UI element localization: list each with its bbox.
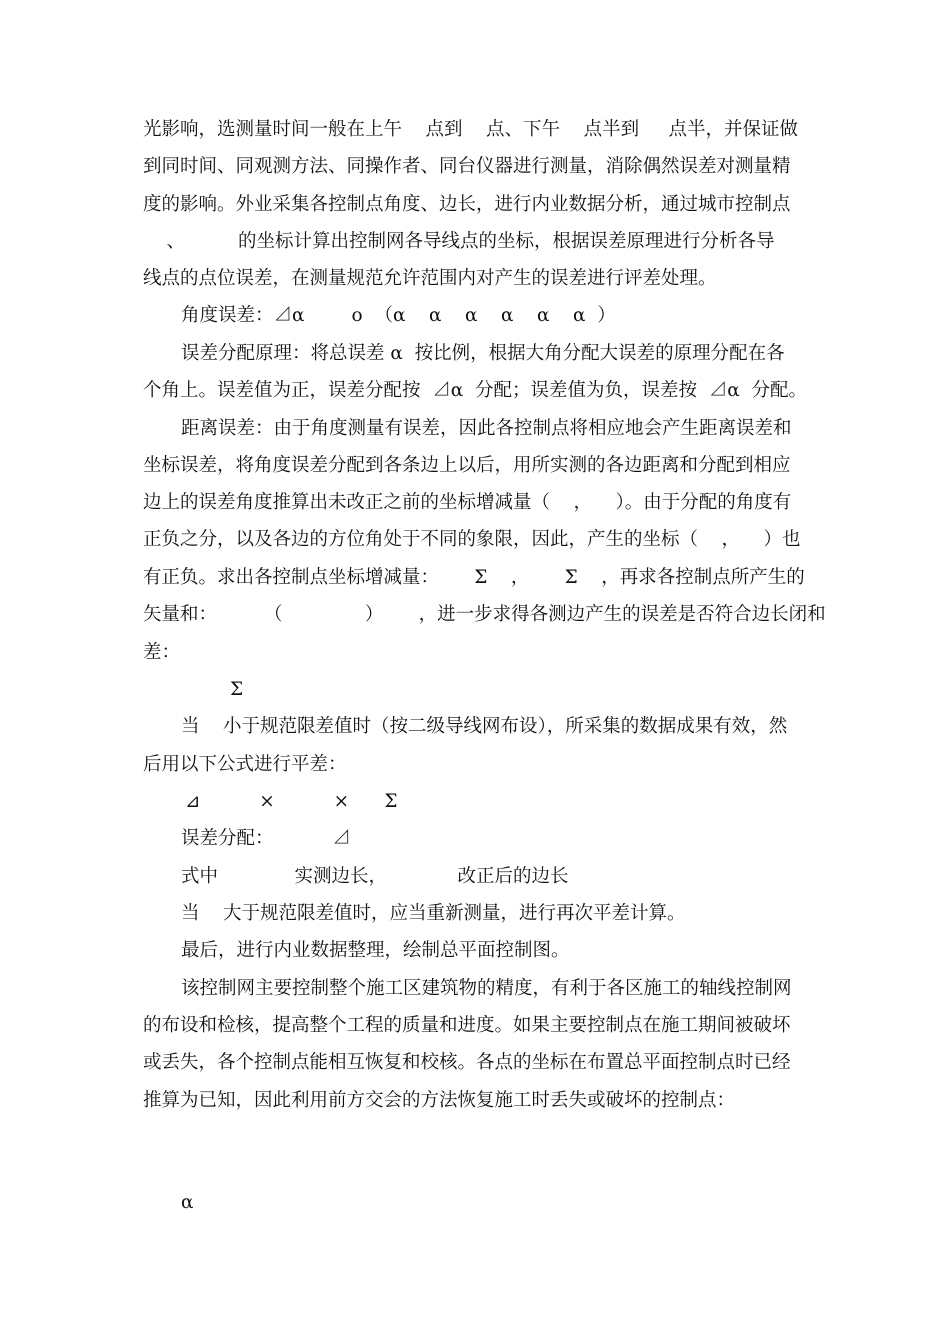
text-line: 当 大于规范限差值时，应当重新测量，进行再次平差计算。 [181,903,686,924]
text-line: 该控制网主要控制整个施工区建筑物的精度，有利于各区施工的轴线控制网 [181,978,792,999]
text-line: 矢量和： （ ） ，进一步求得各测边产生的误差是否符合边长闭和 [143,604,826,625]
formula-line: Σ [230,679,244,700]
text-line: 边上的误差角度推算出未改正之前的坐标增减量（ ， ）。由于分配的角度有 [143,492,792,513]
text-line: 误差分配： ⊿ [181,828,351,849]
text-line: 有正负。求出各控制点坐标增减量： Σ ， Σ ，再求各控制点所产生的 [143,567,805,588]
text-line: 距离误差：由于角度测量有误差，因此各控制点将相应地会产生距离误差和 [181,418,792,439]
text-line: 个角上。误差值为正，误差分配按 ⊿α 分配；误差值为负，误差按 ⊿α 分配。 [143,380,808,401]
text-line: 光影响，选测量时间一般在上午 点到 点、下午 点半到 点半，并保证做 [143,119,798,140]
text-line: 最后，进行内业数据整理，绘制总平面控制图。 [181,940,570,961]
text-line: 、 的坐标计算出控制网各导线点的坐标，根据误差原理进行分析各导 [143,231,775,252]
text-line: 角度误差：⊿α o （α α α α α α ） [181,305,616,326]
text-line: 或丢失，各个控制点能相互恢复和校核。各点的坐标在布置总平面控制点时已经 [143,1052,791,1073]
text-line: 误差分配原理：将总误差 α 按比例，根据大角分配大误差的原理分配在各 [181,343,785,364]
text-line: 当 小于规范限差值时（按二级导线网布设），所采集的数据成果有效，然 [181,716,788,737]
formula-line: α [181,1192,194,1213]
formula-line: ⊿ × × Σ [185,791,398,812]
text-line: 差： [143,642,181,663]
text-line: 的布设和检核，提高整个工程的质量和进度。如果主要控制点在施工期间被破坏 [143,1015,791,1036]
text-line: 度的影响。外业采集各控制点角度、边长，进行内业数据分析，通过城市控制点 [143,194,791,215]
text-line: 式中 实测边长， 改正后的边长 [181,866,569,887]
text-line: 后用以下公式进行平差： [143,754,347,775]
text-line: 推算为已知，因此利用前方交会的方法恢复施工时丢失或破坏的控制点： [143,1090,736,1111]
text-line: 正负之分，以及各边的方位角处于不同的象限，因此，产生的坐标（ ， ）也 [143,529,801,550]
text-line: 线点的点位误差，在测量规范允许范围内对产生的误差进行评差处理。 [143,268,717,289]
text-line: 到同时间、同观测方法、同操作者、同台仪器进行测量，消除偶然误差对测量精 [143,156,791,177]
text-line: 坐标误差，将角度误差分配到各条边上以后，用所实测的各边距离和分配到相应 [143,455,791,476]
